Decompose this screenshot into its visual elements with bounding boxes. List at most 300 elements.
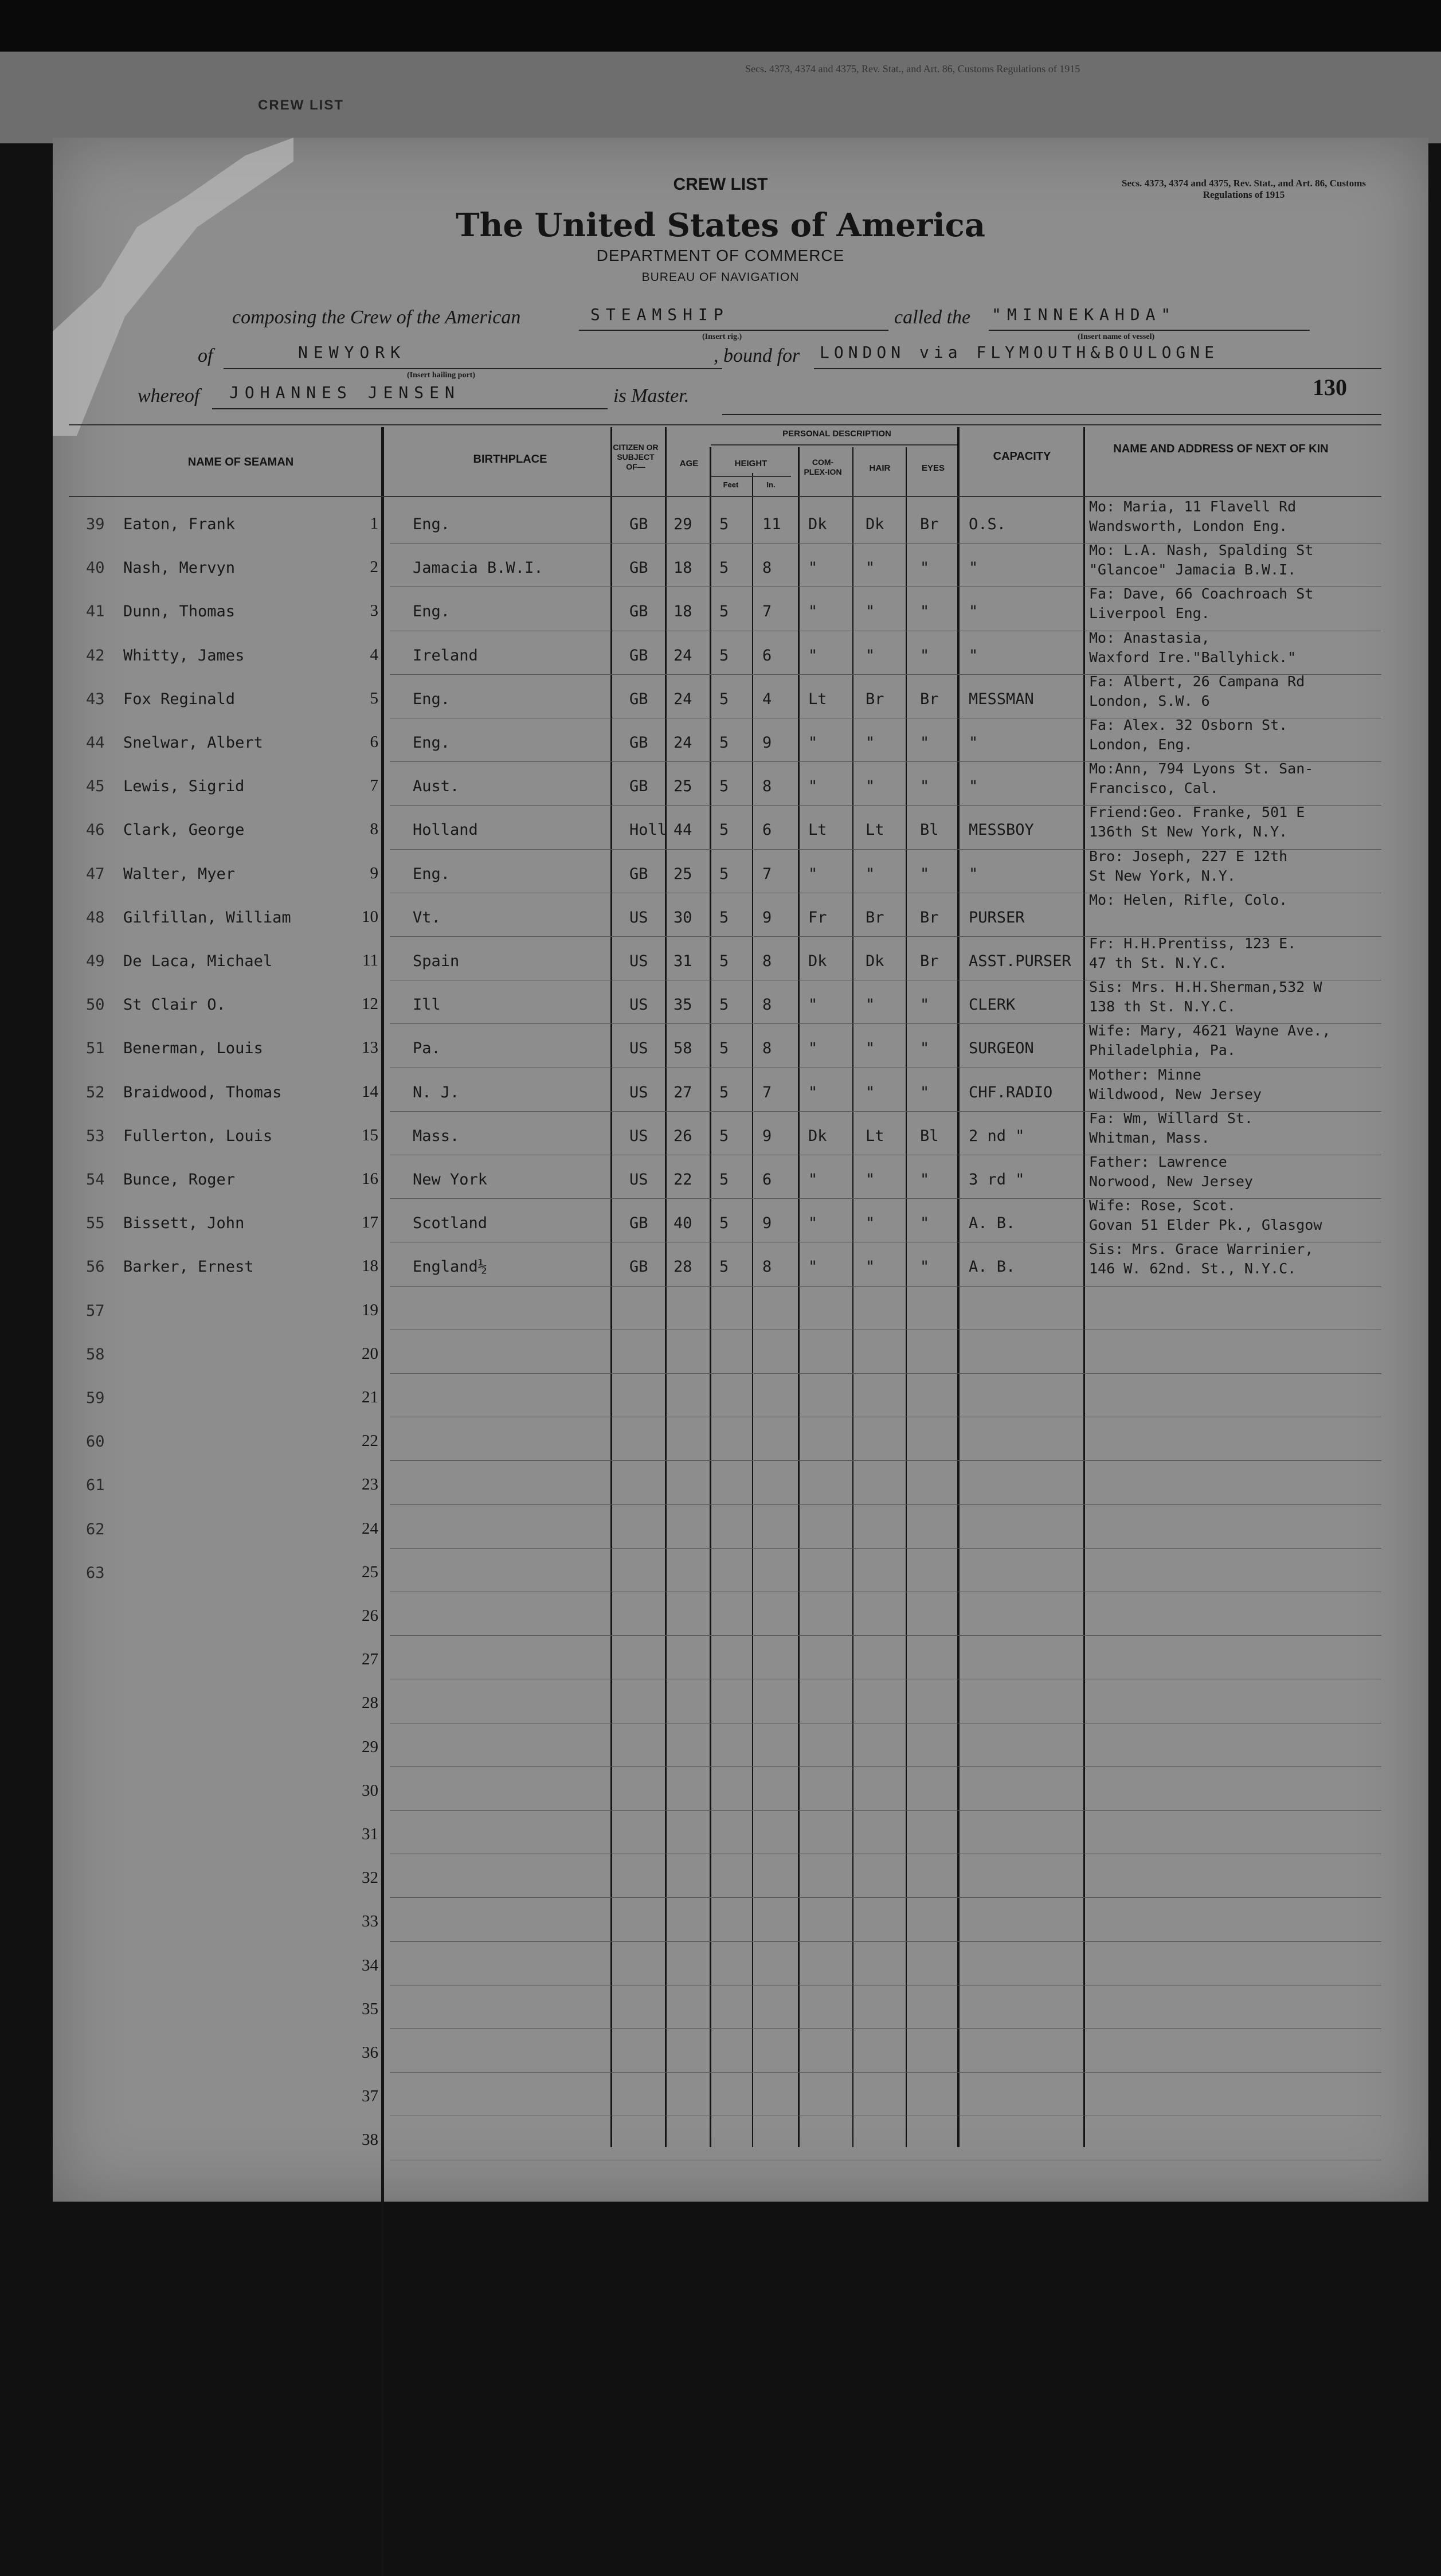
- seaman-name: Bissett, John: [123, 1214, 245, 1233]
- height-inches: 9: [762, 908, 772, 927]
- eye-color: ": [920, 734, 930, 752]
- height-feet: 5: [719, 559, 729, 577]
- register-number: 55: [86, 1214, 105, 1233]
- next-of-kin-1: Fa: Alex. 32 Osborn St.: [1089, 717, 1288, 733]
- table-column-rule: [381, 427, 384, 2576]
- department-heading: DEPARTMENT OF COMMERCE: [596, 247, 845, 264]
- capacity: PURSER: [969, 908, 1025, 927]
- next-of-kin-1: Mother: Minne: [1089, 1066, 1201, 1083]
- line-number: 7: [370, 776, 378, 795]
- register-number: 40: [86, 559, 105, 577]
- capacity: ": [969, 777, 978, 796]
- vessel-name-value: "MINNEKAHDA": [992, 305, 1177, 324]
- hair-color: Dk: [866, 515, 884, 533]
- height-inches: 8: [762, 1039, 772, 1058]
- next-of-kin-1: Mo: Maria, 11 Flavell Rd: [1089, 498, 1297, 515]
- age: 24: [673, 734, 692, 752]
- complexion: ": [808, 865, 818, 883]
- capacity: CLERK: [969, 996, 1016, 1014]
- height-inches: 8: [762, 996, 772, 1014]
- register-number: 62: [86, 1520, 105, 1538]
- birthplace: Eng.: [413, 690, 451, 708]
- master-name-value: JOHANNES JENSEN: [229, 383, 460, 402]
- register-number: 48: [86, 908, 105, 927]
- birthplace: Pa.: [413, 1039, 441, 1058]
- height-inches: 9: [762, 1214, 772, 1233]
- hair-color: ": [866, 646, 875, 664]
- line-number: 5: [370, 689, 378, 707]
- height-inches: 6: [762, 821, 772, 839]
- country-heading: The United States of America: [455, 206, 986, 244]
- table-column-rule: [752, 473, 753, 2147]
- register-number: 49: [86, 952, 105, 970]
- register-number: 58: [86, 1345, 105, 1363]
- capacity: ": [969, 603, 978, 621]
- citizenship: GB: [629, 646, 648, 664]
- citizenship: US: [629, 1127, 648, 1145]
- complexion: ": [808, 559, 818, 577]
- col-citizen: CITIZEN OR SUBJECT OF—: [613, 443, 659, 471]
- line-number: 34: [362, 1956, 378, 1975]
- age: 24: [673, 690, 692, 708]
- height-feet: 5: [719, 1127, 729, 1145]
- height-feet: 5: [719, 1214, 729, 1233]
- col-next-of-kin: NAME AND ADDRESS OF NEXT OF KIN: [1113, 443, 1329, 455]
- age: 28: [673, 1258, 692, 1276]
- age: 27: [673, 1083, 692, 1101]
- line-number: 22: [362, 1432, 378, 1451]
- height-feet: 5: [719, 865, 729, 883]
- line-number: 24: [362, 1519, 378, 1538]
- table-header-rule: [69, 424, 1381, 425]
- eye-color: ": [920, 646, 930, 664]
- height-feet: 5: [719, 1083, 729, 1101]
- register-number: 57: [86, 1301, 105, 1320]
- age: 35: [673, 996, 692, 1014]
- hair-color: Br: [866, 908, 884, 927]
- age: 29: [673, 515, 692, 533]
- seaman-name: Eaton, Frank: [123, 515, 236, 533]
- table-header-rule: [711, 444, 957, 445]
- age: 22: [673, 1171, 692, 1189]
- height-feet: 5: [719, 996, 729, 1014]
- height-feet: 5: [719, 603, 729, 621]
- table-column-rule: [1083, 427, 1085, 2147]
- seaman-name: Nash, Mervyn: [123, 559, 236, 577]
- capacity: A. B.: [969, 1214, 1016, 1233]
- complexion: Lt: [808, 690, 827, 708]
- complexion: ": [808, 603, 818, 621]
- birthplace: Spain: [413, 952, 460, 970]
- next-of-kin-2: London, S.W. 6: [1089, 692, 1210, 709]
- eye-color: ": [920, 865, 930, 883]
- hair-color: ": [866, 1258, 875, 1276]
- destination-underline: [814, 368, 1381, 369]
- eye-color: ": [920, 559, 930, 577]
- age: 24: [673, 646, 692, 664]
- height-inches: 8: [762, 952, 772, 970]
- complexion: Dk: [808, 515, 827, 533]
- eye-color: Br: [920, 515, 939, 533]
- birthplace: Vt.: [413, 908, 441, 927]
- port-note: (Insert hailing port): [407, 371, 475, 380]
- height-feet: 5: [719, 1258, 729, 1276]
- seaman-name: Gilfillan, William: [123, 908, 291, 927]
- eye-color: Br: [920, 908, 939, 927]
- height-inches: 8: [762, 1258, 772, 1276]
- table-row-rule: [390, 1897, 1381, 1898]
- capacity: ": [969, 646, 978, 664]
- line-number: 36: [362, 2043, 378, 2062]
- birthplace: Mass.: [413, 1127, 460, 1145]
- scan-top-edge: [0, 0, 1441, 54]
- height-inches: 11: [762, 515, 781, 533]
- eye-color: ": [920, 1083, 930, 1101]
- whereof-label: whereof: [138, 385, 200, 406]
- line-number: 38: [362, 2131, 378, 2149]
- master-underline: [212, 408, 608, 409]
- table-column-rule: [798, 447, 800, 2147]
- citizenship: US: [629, 996, 648, 1014]
- complexion: ": [808, 646, 818, 664]
- hair-color: ": [866, 734, 875, 752]
- table-row-rule: [390, 1504, 1381, 1505]
- table-column-rule: [957, 427, 960, 2147]
- col-personal-description: PERSONAL DESCRIPTION: [782, 429, 891, 439]
- next-of-kin-1: Sis: Mrs. Grace Warrinier,: [1089, 1241, 1314, 1258]
- seaman-name: Snelwar, Albert: [123, 734, 263, 752]
- citizenship: US: [629, 1171, 648, 1189]
- seaman-name: Walter, Myer: [123, 865, 236, 883]
- hair-color: ": [866, 1083, 875, 1101]
- table-row-rule: [390, 1286, 1381, 1287]
- line-number: 11: [362, 951, 378, 970]
- hair-color: ": [866, 996, 875, 1014]
- complexion: Dk: [808, 1127, 827, 1145]
- citizenship: GB: [629, 1214, 648, 1233]
- hair-color: ": [866, 559, 875, 577]
- seaman-name: St Clair O.: [123, 996, 226, 1014]
- table-header-rule: [69, 496, 1381, 497]
- capacity: A. B.: [969, 1258, 1016, 1276]
- next-of-kin-1: Father: Lawrence: [1089, 1154, 1227, 1170]
- line-number: 6: [370, 733, 378, 751]
- line-number: 15: [362, 1125, 378, 1144]
- next-of-kin-1: Mo: Anastasia,: [1089, 629, 1210, 646]
- line-number: 29: [362, 1737, 378, 1756]
- eye-color: ": [920, 1258, 930, 1276]
- complexion: ": [808, 777, 818, 796]
- line-number: 25: [362, 1562, 378, 1581]
- next-of-kin-2: Liverpool Eng.: [1089, 605, 1210, 622]
- seaman-name: Clark, George: [123, 821, 245, 839]
- citizenship: Holl: [629, 821, 667, 839]
- line-number: 32: [362, 1869, 378, 1887]
- complexion: ": [808, 1171, 818, 1189]
- col-complexion: COM-PLEX-ION: [804, 458, 842, 476]
- birthplace: Ireland: [413, 646, 478, 664]
- line-number: 9: [370, 863, 378, 882]
- complexion: Lt: [808, 821, 827, 839]
- table-header-rule: [711, 476, 791, 477]
- next-of-kin-2: Waxford Ire."Ballyhick.": [1089, 648, 1297, 666]
- birthplace: Jamacia B.W.I.: [413, 559, 543, 577]
- statute-note: Secs. 4373, 4374 and 4375, Rev. Stat., and Art. 86, Customs Regulations of 1915: [1122, 178, 1366, 200]
- col-hair: HAIR: [869, 463, 891, 473]
- height-inches: 7: [762, 603, 772, 621]
- citizenship: US: [629, 1039, 648, 1058]
- eye-color: ": [920, 996, 930, 1014]
- birthplace: Eng.: [413, 734, 451, 752]
- birthplace: Eng.: [413, 603, 451, 621]
- height-inches: 6: [762, 1171, 772, 1189]
- table-row-rule: [390, 1548, 1381, 1549]
- birthplace: Aust.: [413, 777, 460, 796]
- citizenship: GB: [629, 515, 648, 533]
- col-age: AGE: [679, 459, 699, 468]
- height-feet: 5: [719, 777, 729, 796]
- seaman-name: De Laca, Michael: [123, 952, 273, 970]
- hair-color: Lt: [866, 1127, 884, 1145]
- birthplace: N. J.: [413, 1083, 460, 1101]
- eye-color: ": [920, 603, 930, 621]
- height-feet: 5: [719, 734, 729, 752]
- next-of-kin-1: Fa: Dave, 66 Coachroach St: [1089, 585, 1314, 603]
- hair-color: Dk: [866, 952, 884, 970]
- capacity: ASST.PURSER: [969, 952, 1071, 970]
- capacity: ": [969, 734, 978, 752]
- register-number: 56: [86, 1258, 105, 1276]
- complexion: ": [808, 996, 818, 1014]
- complexion: Fr: [808, 908, 827, 927]
- height-inches: 8: [762, 559, 772, 577]
- next-of-kin-1: Mo:Ann, 794 Lyons St. San-: [1089, 760, 1314, 777]
- height-feet: 5: [719, 821, 729, 839]
- called-the-label: called the: [894, 307, 971, 328]
- register-number: 44: [86, 734, 105, 752]
- complexion: ": [808, 1039, 818, 1058]
- line-number: 1: [370, 514, 378, 533]
- next-of-kin-1: Fa: Albert, 26 Campana Rd: [1089, 673, 1305, 690]
- capacity: ": [969, 865, 978, 883]
- seaman-name: Braidwood, Thomas: [123, 1083, 282, 1101]
- height-inches: 8: [762, 777, 772, 796]
- col-birthplace: BIRTHPLACE: [473, 453, 547, 466]
- eye-color: Bl: [920, 821, 939, 839]
- line-number: 28: [362, 1694, 378, 1713]
- next-of-kin-2: Govan 51 Elder Pk., Glasgow: [1089, 1217, 1322, 1234]
- line-number: 33: [362, 1912, 378, 1931]
- hair-color: ": [866, 1039, 875, 1058]
- complexion: ": [808, 1214, 818, 1233]
- next-of-kin-1: Friend:Geo. Franke, 501 E: [1089, 804, 1305, 821]
- age: 18: [673, 603, 692, 621]
- register-number: 59: [86, 1389, 105, 1407]
- vessel-note: (Insert name of vessel): [1078, 333, 1155, 341]
- height-feet: 5: [719, 952, 729, 970]
- citizenship: GB: [629, 1258, 648, 1276]
- capacity: MESSBOY: [969, 821, 1034, 839]
- underlying-page-tab: CREW LIST: [258, 97, 344, 113]
- height-feet: 5: [719, 1171, 729, 1189]
- next-of-kin-2: Wildwood, New Jersey: [1089, 1085, 1262, 1103]
- register-number: 53: [86, 1127, 105, 1145]
- rig-note: (Insert rig.): [702, 333, 742, 341]
- next-of-kin-2: Wandsworth, London Eng.: [1089, 518, 1288, 534]
- hailing-port-value: NEWYORK: [298, 343, 406, 362]
- line-number: 12: [362, 995, 378, 1014]
- bound-for-label: , bound for: [714, 345, 800, 366]
- seaman-name: Dunn, Thomas: [123, 603, 236, 621]
- birthplace: Scotland: [413, 1214, 488, 1233]
- table-column-rule: [852, 447, 853, 2147]
- next-of-kin-2: Philadelphia, Pa.: [1089, 1042, 1236, 1059]
- next-of-kin-2: 47 th St. N.Y.C.: [1089, 955, 1227, 971]
- register-number: 60: [86, 1433, 105, 1451]
- complexion: Dk: [808, 952, 827, 970]
- hair-color: ": [866, 865, 875, 883]
- citizenship: GB: [629, 603, 648, 621]
- page-number: 130: [1313, 374, 1347, 400]
- register-number: 47: [86, 865, 105, 883]
- next-of-kin-2: London, Eng.: [1089, 736, 1193, 753]
- underlying-page-note: Secs. 4373, 4374 and 4375, Rev. Stat., and Art. 86, Customs Regulations of 1915: [745, 63, 1080, 75]
- register-number: 50: [86, 996, 105, 1014]
- col-height: HEIGHT: [734, 459, 768, 468]
- table-row-rule: [390, 1635, 1381, 1636]
- line-number: 10: [362, 907, 378, 926]
- hair-color: ": [866, 603, 875, 621]
- eye-color: Br: [920, 952, 939, 970]
- table-row-rule: [390, 1766, 1381, 1767]
- height-inches: 9: [762, 734, 772, 752]
- table-row-rule: [390, 1941, 1381, 1942]
- seaman-name: Fox Reginald: [123, 690, 236, 708]
- register-number: 52: [86, 1083, 105, 1101]
- table-column-rule: [665, 427, 667, 2147]
- age: 18: [673, 559, 692, 577]
- port-underline: [224, 368, 722, 369]
- capacity: MESSMAN: [969, 690, 1034, 708]
- citizenship: GB: [629, 734, 648, 752]
- birthplace: Eng.: [413, 515, 451, 533]
- age: 40: [673, 1214, 692, 1233]
- next-of-kin-2: Whitman, Mass.: [1089, 1129, 1210, 1146]
- line-number: 27: [362, 1650, 378, 1669]
- next-of-kin-1: Bro: Joseph, 227 E 12th: [1089, 847, 1288, 865]
- underlying-page: [0, 52, 1441, 143]
- age: 25: [673, 865, 692, 883]
- register-number: 41: [86, 603, 105, 621]
- next-of-kin-2: St New York, N.Y.: [1089, 867, 1236, 884]
- line-number: 23: [362, 1475, 378, 1494]
- table-row-rule: [390, 1460, 1381, 1461]
- register-number: 39: [86, 515, 105, 533]
- seaman-name: Whitty, James: [123, 646, 245, 664]
- line-number: 3: [370, 601, 378, 620]
- next-of-kin-1: Sis: Mrs. H.H.Sherman,532 W: [1089, 979, 1322, 996]
- col-capacity: CAPACITY: [993, 450, 1051, 463]
- next-of-kin-2: 136th St New York, N.Y.: [1089, 823, 1288, 841]
- header-rule: [722, 414, 1381, 415]
- height-inches: 7: [762, 865, 772, 883]
- table-row-rule: [390, 2028, 1381, 2029]
- is-master-label: is Master.: [613, 385, 690, 406]
- next-of-kin-1: Wife: Rose, Scot.: [1089, 1197, 1236, 1214]
- capacity: O.S.: [969, 515, 1007, 533]
- height-inches: 9: [762, 1127, 772, 1145]
- next-of-kin-2: "Glancoe" Jamacia B.W.I.: [1089, 561, 1297, 578]
- line-number: 35: [362, 1999, 378, 2018]
- next-of-kin-1: Mo: Helen, Rifle, Colo.: [1089, 891, 1288, 908]
- birthplace: England½: [413, 1258, 488, 1276]
- age: 25: [673, 777, 692, 796]
- eye-color: Bl: [920, 1127, 939, 1145]
- next-of-kin-1: Fr: H.H.Prentiss, 123 E.: [1089, 935, 1297, 952]
- birthplace: New York: [413, 1171, 488, 1189]
- next-of-kin-1: Wife: Mary, 4621 Wayne Ave.,: [1089, 1022, 1331, 1039]
- register-number: 54: [86, 1171, 105, 1189]
- height-inches: 6: [762, 646, 772, 664]
- line-number: 21: [362, 1388, 378, 1406]
- eye-color: ": [920, 1039, 930, 1058]
- col-inches: In.: [766, 480, 776, 489]
- height-feet: 5: [719, 690, 729, 708]
- register-number: 43: [86, 690, 105, 708]
- line-number: 2: [370, 558, 378, 577]
- line-number: 18: [362, 1257, 378, 1276]
- table-row-rule: [390, 2072, 1381, 2073]
- register-number: 51: [86, 1039, 105, 1058]
- citizenship: GB: [629, 777, 648, 796]
- next-of-kin-2: Francisco, Cal.: [1089, 780, 1219, 797]
- hair-color: ": [866, 1171, 875, 1189]
- height-feet: 5: [719, 1039, 729, 1058]
- table-row-rule: [390, 1810, 1381, 1811]
- register-number: 61: [86, 1476, 105, 1495]
- citizenship: US: [629, 1083, 648, 1101]
- col-feet: Feet: [723, 480, 739, 489]
- seaman-name: Fullerton, Louis: [123, 1127, 273, 1145]
- line-number: 20: [362, 1344, 378, 1363]
- line-number: 30: [362, 1781, 378, 1800]
- hair-color: ": [866, 1214, 875, 1233]
- seaman-name: Benerman, Louis: [123, 1039, 263, 1058]
- form-title: CREW LIST: [673, 175, 768, 194]
- next-of-kin-2: Norwood, New Jersey: [1089, 1173, 1253, 1190]
- line-number: 26: [362, 1606, 378, 1625]
- citizenship: US: [629, 952, 648, 970]
- register-number: 42: [86, 646, 105, 664]
- of-label: of: [198, 345, 213, 366]
- next-of-kin-2: 146 W. 62nd. St., N.Y.C.: [1089, 1260, 1297, 1277]
- eye-color: ": [920, 1214, 930, 1233]
- citizenship: GB: [629, 865, 648, 883]
- capacity: 3 rd ": [969, 1171, 1025, 1189]
- hair-color: ": [866, 777, 875, 796]
- birthplace: Ill: [413, 996, 441, 1014]
- height-inches: 7: [762, 1083, 772, 1101]
- age: 26: [673, 1127, 692, 1145]
- capacity: SURGEON: [969, 1039, 1034, 1058]
- complexion: ": [808, 734, 818, 752]
- vessel-underline: [989, 330, 1310, 331]
- capacity: CHF.RADIO: [969, 1083, 1053, 1101]
- line-number: 19: [362, 1300, 378, 1319]
- table-column-rule: [710, 447, 711, 2147]
- citizenship: US: [629, 908, 648, 927]
- line-number: 4: [370, 645, 378, 664]
